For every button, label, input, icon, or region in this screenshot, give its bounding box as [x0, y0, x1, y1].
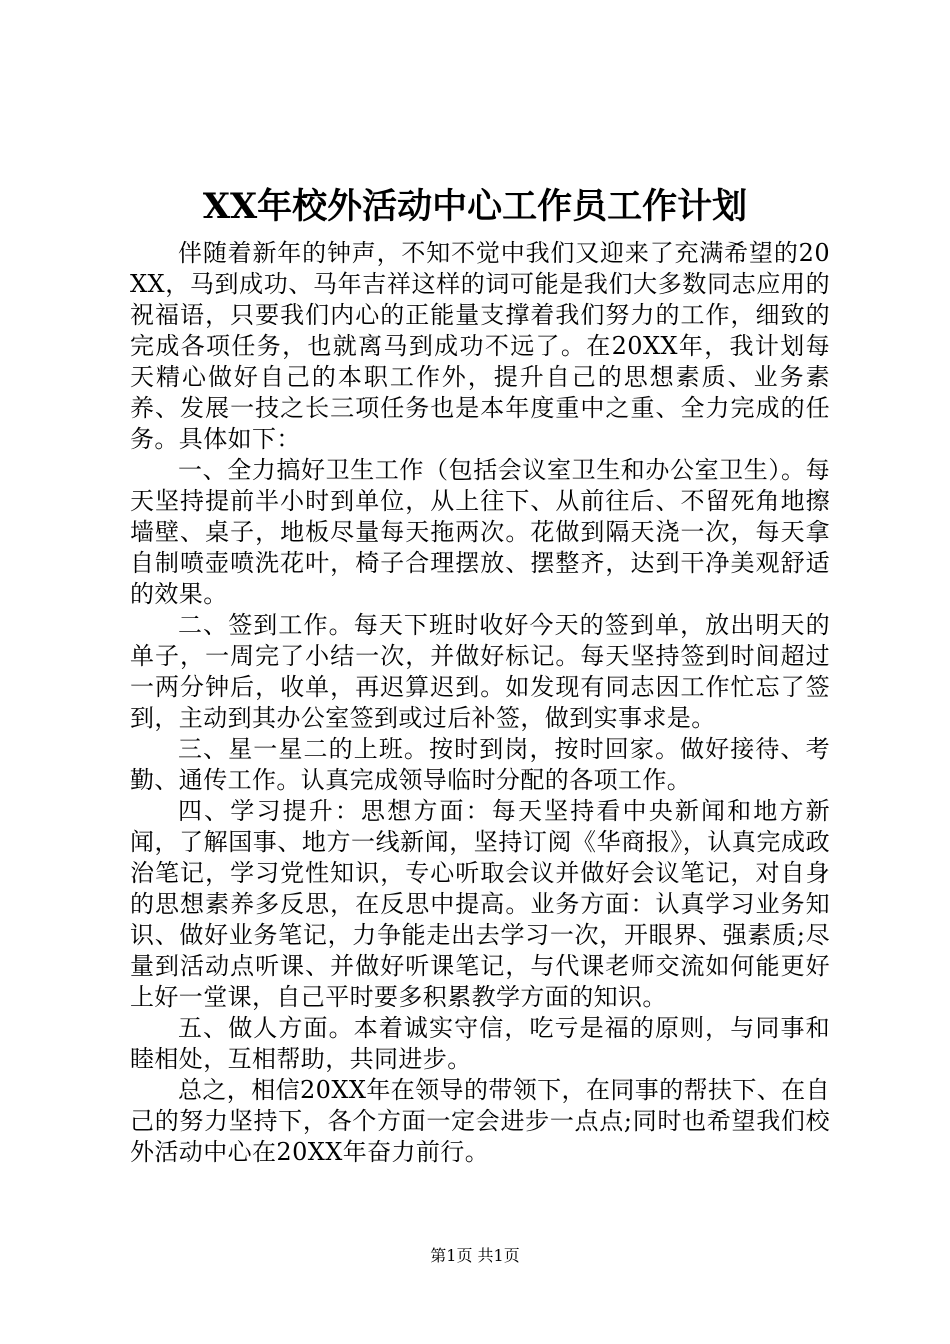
paragraph-intro: 伴随着新年的钟声，不知不觉中我们又迎来了充满希望的20XX，马到成功、马年吉祥这样的词可能是我们大多数同志应用的祝福语，只要我们内心的正能量支撑着我们努力的工作，细致的完成各项任务，也就离马到成功不远了。在20XX年，我计划每天精心做好自己的本职工作外，提升自己的思想素质、业务素养、发展一技之长三项任务也是本年度重中之重、全力完成的任务。具体如下： — [130, 239, 830, 453]
paragraph-study: 四、学习提升：思想方面：每天坚持看中央新闻和地方新闻，了解国事、地方一线新闻，坚持订阅《华商报》，认真完成政治笔记，学习党性知识，专心听取会议并做好会议笔记，对自身的思想素养多反思，在反思中提高。业务方面：认真学习业务知识、做好业务笔记，力争能走出去学习一次，开眼界、强素质;尽量到活动点听课、并做好听课笔记，与代课老师交流如何能更好上好一堂课，自己平时要多积累教学方面的知识。 — [130, 797, 830, 1011]
paragraph-schedule: 三、星一星二的上班。按时到岗，按时回家。做好接待、考勤、通传工作。认真完成领导临时分配的各项工作。 — [130, 735, 830, 794]
document-title: XX年校外活动中心工作员工作计划 — [202, 186, 748, 227]
page-number-footer: 第1页 共1页 — [430, 1246, 520, 1265]
paragraph-conclusion: 总之，相信20XX年在领导的带领下，在同事的帮扶下、在自己的努力坚持下，各个方面一定会进步一点点;同时也希望我们校外活动中心在20XX年奋力前行。 — [130, 1076, 830, 1166]
paragraph-hygiene: 一、全力搞好卫生工作（包括会议室卫生和办公室卫生）。每天坚持提前半小时到单位，从上往下、从前往后、不留死角地擦墙壁、桌子，地板尽量每天拖两次。花做到隔天浇一次，每天拿自制喷壶喷洗花叶，椅子合理摆放、摆整齐，达到干净美观舒适的效果。 — [130, 456, 830, 608]
paragraph-sign-in: 二、签到工作。每天下班时收好今天的签到单，放出明天的单子，一周完了小结一次，并做好标记。每天坚持签到时间超过一两分钟后，收单，再迟算迟到。如发现有同志因工作忙忘了签到，主动到其办公室签到或过后补签，做到实事求是。 — [130, 611, 830, 732]
document-body — [130, 238, 830, 1168]
paragraph-conduct: 五、做人方面。本着诚实守信，吃亏是福的原则，与同事和睦相处，互相帮助，共同进步。 — [130, 1014, 830, 1073]
